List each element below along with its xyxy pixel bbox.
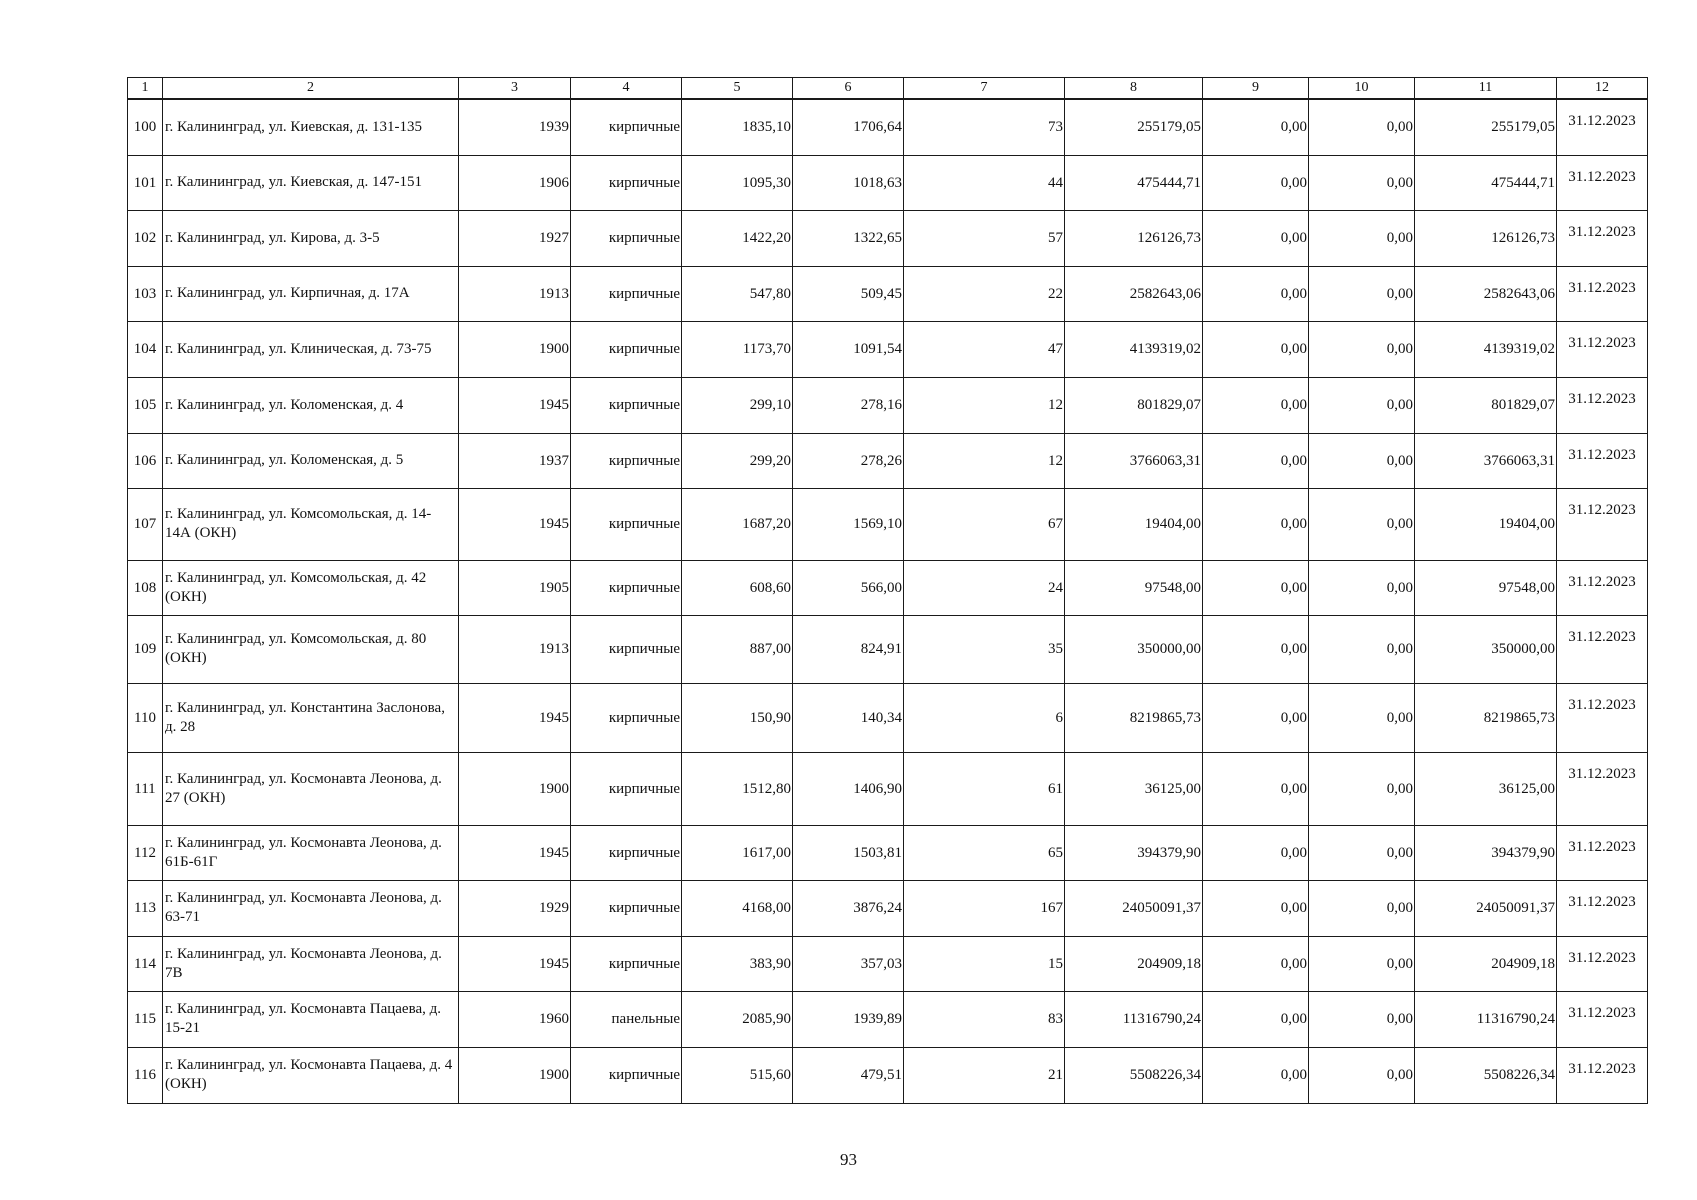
col11-cell: 204909,18 <box>1415 936 1557 991</box>
table-row <box>128 880 1648 936</box>
col11-cell: 126126,73 <box>1415 210 1557 266</box>
col10-cell: 0,00 <box>1309 433 1415 488</box>
row-number: 103 <box>128 266 163 321</box>
date-cell: 31.12.2023 <box>1557 991 1648 1047</box>
date-cell: 31.12.2023 <box>1557 155 1648 210</box>
year-cell: 1927 <box>459 210 571 266</box>
col6-cell: 1406,90 <box>793 752 904 825</box>
col6-cell: 824,91 <box>793 615 904 683</box>
row-number: 102 <box>128 210 163 266</box>
col7-cell: 21 <box>904 1047 1065 1103</box>
col5-cell: 1095,30 <box>682 155 793 210</box>
col9-cell: 0,00 <box>1203 683 1309 752</box>
year-cell: 1900 <box>459 752 571 825</box>
address-cell: г. Калининград, ул. Комсомольская, д. 80 (ОКН) <box>163 615 459 683</box>
material-cell: кирпичные <box>571 377 682 433</box>
col6-cell: 1018,63 <box>793 155 904 210</box>
col10-cell: 0,00 <box>1309 880 1415 936</box>
col11-cell: 8219865,73 <box>1415 683 1557 752</box>
row-number: 109 <box>128 615 163 683</box>
year-cell: 1945 <box>459 488 571 560</box>
row-number: 107 <box>128 488 163 560</box>
col8-cell: 97548,00 <box>1065 560 1203 615</box>
row-number: 115 <box>128 991 163 1047</box>
year-cell: 1913 <box>459 615 571 683</box>
row-number: 100 <box>128 99 163 155</box>
col5-cell: 150,90 <box>682 683 793 752</box>
col9-cell: 0,00 <box>1203 1047 1309 1103</box>
address-cell: г. Калининград, ул. Коломенская, д. 4 <box>163 377 459 433</box>
col7-cell: 12 <box>904 377 1065 433</box>
col6-cell: 1706,64 <box>793 99 904 155</box>
col8-cell: 24050091,37 <box>1065 880 1203 936</box>
date-cell: 31.12.2023 <box>1557 210 1648 266</box>
col7-cell: 57 <box>904 210 1065 266</box>
col8-cell: 19404,00 <box>1065 488 1203 560</box>
material-cell: кирпичные <box>571 210 682 266</box>
col11-cell: 475444,71 <box>1415 155 1557 210</box>
date-cell: 31.12.2023 <box>1557 752 1648 825</box>
column-header: 9 <box>1203 78 1309 100</box>
row-number: 105 <box>128 377 163 433</box>
col11-cell: 255179,05 <box>1415 99 1557 155</box>
col6-cell: 1322,65 <box>793 210 904 266</box>
column-header: 6 <box>793 78 904 100</box>
col8-cell: 36125,00 <box>1065 752 1203 825</box>
col11-cell: 3766063,31 <box>1415 433 1557 488</box>
col10-cell: 0,00 <box>1309 210 1415 266</box>
date-cell: 31.12.2023 <box>1557 433 1648 488</box>
col9-cell: 0,00 <box>1203 321 1309 377</box>
column-header: 4 <box>571 78 682 100</box>
address-cell: г. Калининград, ул. Космонавта Леонова, д. 27 (ОКН) <box>163 752 459 825</box>
col5-cell: 2085,90 <box>682 991 793 1047</box>
col10-cell: 0,00 <box>1309 266 1415 321</box>
table-row <box>128 155 1648 210</box>
date-cell: 31.12.2023 <box>1557 377 1648 433</box>
col9-cell: 0,00 <box>1203 936 1309 991</box>
address-cell: г. Калининград, ул. Киевская, д. 147-151 <box>163 155 459 210</box>
col10-cell: 0,00 <box>1309 560 1415 615</box>
col5-cell: 383,90 <box>682 936 793 991</box>
housing-register-table <box>127 77 1648 1104</box>
col6-cell: 278,26 <box>793 433 904 488</box>
row-number: 110 <box>128 683 163 752</box>
col9-cell: 0,00 <box>1203 433 1309 488</box>
col7-cell: 61 <box>904 752 1065 825</box>
table-row <box>128 377 1648 433</box>
material-cell: кирпичные <box>571 99 682 155</box>
col5-cell: 1173,70 <box>682 321 793 377</box>
col9-cell: 0,00 <box>1203 99 1309 155</box>
date-cell: 31.12.2023 <box>1557 880 1648 936</box>
col7-cell: 67 <box>904 488 1065 560</box>
address-cell: г. Калининград, ул. Космонавта Леонова, д. 61Б-61Г <box>163 825 459 880</box>
year-cell: 1900 <box>459 1047 571 1103</box>
col6-cell: 1503,81 <box>793 825 904 880</box>
column-header: 11 <box>1415 78 1557 100</box>
table-row <box>128 560 1648 615</box>
address-cell: г. Калининград, ул. Комсомольская, д. 42 (ОКН) <box>163 560 459 615</box>
material-cell: кирпичные <box>571 1047 682 1103</box>
col5-cell: 299,20 <box>682 433 793 488</box>
table-row <box>128 266 1648 321</box>
column-number-header-row <box>128 78 1648 100</box>
col6-cell: 278,16 <box>793 377 904 433</box>
col7-cell: 35 <box>904 615 1065 683</box>
col9-cell: 0,00 <box>1203 488 1309 560</box>
row-number: 116 <box>128 1047 163 1103</box>
col11-cell: 801829,07 <box>1415 377 1557 433</box>
address-cell: г. Калининград, ул. Комсомольская, д. 14-14А (ОКН) <box>163 488 459 560</box>
address-cell: г. Калининград, ул. Космонавта Пацаева, д. 4 (ОКН) <box>163 1047 459 1103</box>
col5-cell: 547,80 <box>682 266 793 321</box>
col11-cell: 97548,00 <box>1415 560 1557 615</box>
col11-cell: 350000,00 <box>1415 615 1557 683</box>
column-header: 5 <box>682 78 793 100</box>
col11-cell: 24050091,37 <box>1415 880 1557 936</box>
column-header: 2 <box>163 78 459 100</box>
table-row <box>128 488 1648 560</box>
col10-cell: 0,00 <box>1309 825 1415 880</box>
table-row <box>128 683 1648 752</box>
col8-cell: 255179,05 <box>1065 99 1203 155</box>
column-header: 12 <box>1557 78 1648 100</box>
col9-cell: 0,00 <box>1203 752 1309 825</box>
col7-cell: 44 <box>904 155 1065 210</box>
year-cell: 1939 <box>459 99 571 155</box>
address-cell: г. Калининград, ул. Кирпичная, д. 17А <box>163 266 459 321</box>
table-body <box>128 99 1648 1103</box>
material-cell: кирпичные <box>571 615 682 683</box>
col6-cell: 509,45 <box>793 266 904 321</box>
col6-cell: 566,00 <box>793 560 904 615</box>
row-number: 104 <box>128 321 163 377</box>
year-cell: 1929 <box>459 880 571 936</box>
col10-cell: 0,00 <box>1309 321 1415 377</box>
col9-cell: 0,00 <box>1203 615 1309 683</box>
col9-cell: 0,00 <box>1203 266 1309 321</box>
table-row <box>128 321 1648 377</box>
col8-cell: 2582643,06 <box>1065 266 1203 321</box>
col7-cell: 47 <box>904 321 1065 377</box>
col7-cell: 15 <box>904 936 1065 991</box>
col5-cell: 1512,80 <box>682 752 793 825</box>
col5-cell: 1687,20 <box>682 488 793 560</box>
col8-cell: 801829,07 <box>1065 377 1203 433</box>
col8-cell: 5508226,34 <box>1065 1047 1203 1103</box>
register-sheet <box>127 77 1647 1104</box>
col10-cell: 0,00 <box>1309 99 1415 155</box>
material-cell: кирпичные <box>571 683 682 752</box>
row-number: 101 <box>128 155 163 210</box>
col5-cell: 608,60 <box>682 560 793 615</box>
col10-cell: 0,00 <box>1309 936 1415 991</box>
table-row <box>128 936 1648 991</box>
year-cell: 1945 <box>459 825 571 880</box>
column-header: 10 <box>1309 78 1415 100</box>
material-cell: кирпичные <box>571 936 682 991</box>
col7-cell: 24 <box>904 560 1065 615</box>
col8-cell: 4139319,02 <box>1065 321 1203 377</box>
row-number: 114 <box>128 936 163 991</box>
material-cell: кирпичные <box>571 433 682 488</box>
col10-cell: 0,00 <box>1309 377 1415 433</box>
address-cell: г. Калининград, ул. Константина Заслонова, д. 28 <box>163 683 459 752</box>
col10-cell: 0,00 <box>1309 615 1415 683</box>
row-number: 112 <box>128 825 163 880</box>
year-cell: 1913 <box>459 266 571 321</box>
col7-cell: 83 <box>904 991 1065 1047</box>
col8-cell: 350000,00 <box>1065 615 1203 683</box>
col8-cell: 475444,71 <box>1065 155 1203 210</box>
material-cell: кирпичные <box>571 752 682 825</box>
year-cell: 1960 <box>459 991 571 1047</box>
date-cell: 31.12.2023 <box>1557 560 1648 615</box>
date-cell: 31.12.2023 <box>1557 488 1648 560</box>
address-cell: г. Калининград, ул. Киевская, д. 131-135 <box>163 99 459 155</box>
date-cell: 31.12.2023 <box>1557 615 1648 683</box>
page-number: 93 <box>840 1150 857 1169</box>
material-cell: кирпичные <box>571 560 682 615</box>
col8-cell: 8219865,73 <box>1065 683 1203 752</box>
col5-cell: 4168,00 <box>682 880 793 936</box>
col6-cell: 1091,54 <box>793 321 904 377</box>
material-cell: кирпичные <box>571 321 682 377</box>
address-cell: г. Калининград, ул. Коломенская, д. 5 <box>163 433 459 488</box>
address-cell: г. Калининград, ул. Кирова, д. 3-5 <box>163 210 459 266</box>
table-row <box>128 1047 1648 1103</box>
row-number: 113 <box>128 880 163 936</box>
col11-cell: 36125,00 <box>1415 752 1557 825</box>
date-cell: 31.12.2023 <box>1557 266 1648 321</box>
table-row <box>128 99 1648 155</box>
table-row <box>128 210 1648 266</box>
col7-cell: 167 <box>904 880 1065 936</box>
col9-cell: 0,00 <box>1203 155 1309 210</box>
material-cell: кирпичные <box>571 155 682 210</box>
col6-cell: 479,51 <box>793 1047 904 1103</box>
col8-cell: 204909,18 <box>1065 936 1203 991</box>
date-cell: 31.12.2023 <box>1557 99 1648 155</box>
col5-cell: 1835,10 <box>682 99 793 155</box>
address-cell: г. Калининград, ул. Клиническая, д. 73-75 <box>163 321 459 377</box>
col7-cell: 6 <box>904 683 1065 752</box>
col6-cell: 140,34 <box>793 683 904 752</box>
col7-cell: 22 <box>904 266 1065 321</box>
year-cell: 1945 <box>459 683 571 752</box>
col6-cell: 357,03 <box>793 936 904 991</box>
address-cell: г. Калининград, ул. Космонавта Пацаева, д. 15-21 <box>163 991 459 1047</box>
col11-cell: 4139319,02 <box>1415 321 1557 377</box>
row-number: 106 <box>128 433 163 488</box>
table-row <box>128 825 1648 880</box>
col11-cell: 19404,00 <box>1415 488 1557 560</box>
col9-cell: 0,00 <box>1203 991 1309 1047</box>
col5-cell: 1422,20 <box>682 210 793 266</box>
column-header: 1 <box>128 78 163 100</box>
year-cell: 1905 <box>459 560 571 615</box>
col9-cell: 0,00 <box>1203 210 1309 266</box>
year-cell: 1945 <box>459 377 571 433</box>
col5-cell: 887,00 <box>682 615 793 683</box>
col7-cell: 65 <box>904 825 1065 880</box>
col6-cell: 1939,89 <box>793 991 904 1047</box>
date-cell: 31.12.2023 <box>1557 825 1648 880</box>
col10-cell: 0,00 <box>1309 155 1415 210</box>
address-cell: г. Калининград, ул. Космонавта Леонова, д. 7В <box>163 936 459 991</box>
material-cell: кирпичные <box>571 880 682 936</box>
date-cell: 31.12.2023 <box>1557 1047 1648 1103</box>
col10-cell: 0,00 <box>1309 752 1415 825</box>
material-cell: кирпичные <box>571 266 682 321</box>
col11-cell: 394379,90 <box>1415 825 1557 880</box>
col5-cell: 299,10 <box>682 377 793 433</box>
col10-cell: 0,00 <box>1309 991 1415 1047</box>
col8-cell: 126126,73 <box>1065 210 1203 266</box>
col7-cell: 12 <box>904 433 1065 488</box>
date-cell: 31.12.2023 <box>1557 683 1648 752</box>
address-cell: г. Калининград, ул. Космонавта Леонова, д. 63-71 <box>163 880 459 936</box>
col5-cell: 1617,00 <box>682 825 793 880</box>
col9-cell: 0,00 <box>1203 377 1309 433</box>
column-header: 3 <box>459 78 571 100</box>
col11-cell: 11316790,24 <box>1415 991 1557 1047</box>
col5-cell: 515,60 <box>682 1047 793 1103</box>
col10-cell: 0,00 <box>1309 488 1415 560</box>
table-row <box>128 752 1648 825</box>
col11-cell: 2582643,06 <box>1415 266 1557 321</box>
material-cell: панельные <box>571 991 682 1047</box>
year-cell: 1906 <box>459 155 571 210</box>
col8-cell: 394379,90 <box>1065 825 1203 880</box>
row-number: 108 <box>128 560 163 615</box>
year-cell: 1900 <box>459 321 571 377</box>
col10-cell: 0,00 <box>1309 683 1415 752</box>
col6-cell: 1569,10 <box>793 488 904 560</box>
column-header: 7 <box>904 78 1065 100</box>
table-row <box>128 615 1648 683</box>
col9-cell: 0,00 <box>1203 880 1309 936</box>
col6-cell: 3876,24 <box>793 880 904 936</box>
col9-cell: 0,00 <box>1203 560 1309 615</box>
material-cell: кирпичные <box>571 825 682 880</box>
row-number: 111 <box>128 752 163 825</box>
col11-cell: 5508226,34 <box>1415 1047 1557 1103</box>
date-cell: 31.12.2023 <box>1557 936 1648 991</box>
table-row <box>128 433 1648 488</box>
col8-cell: 11316790,24 <box>1065 991 1203 1047</box>
year-cell: 1937 <box>459 433 571 488</box>
table-row <box>128 991 1648 1047</box>
col7-cell: 73 <box>904 99 1065 155</box>
col8-cell: 3766063,31 <box>1065 433 1203 488</box>
date-cell: 31.12.2023 <box>1557 321 1648 377</box>
year-cell: 1945 <box>459 936 571 991</box>
col10-cell: 0,00 <box>1309 1047 1415 1103</box>
material-cell: кирпичные <box>571 488 682 560</box>
column-header: 8 <box>1065 78 1203 100</box>
col9-cell: 0,00 <box>1203 825 1309 880</box>
